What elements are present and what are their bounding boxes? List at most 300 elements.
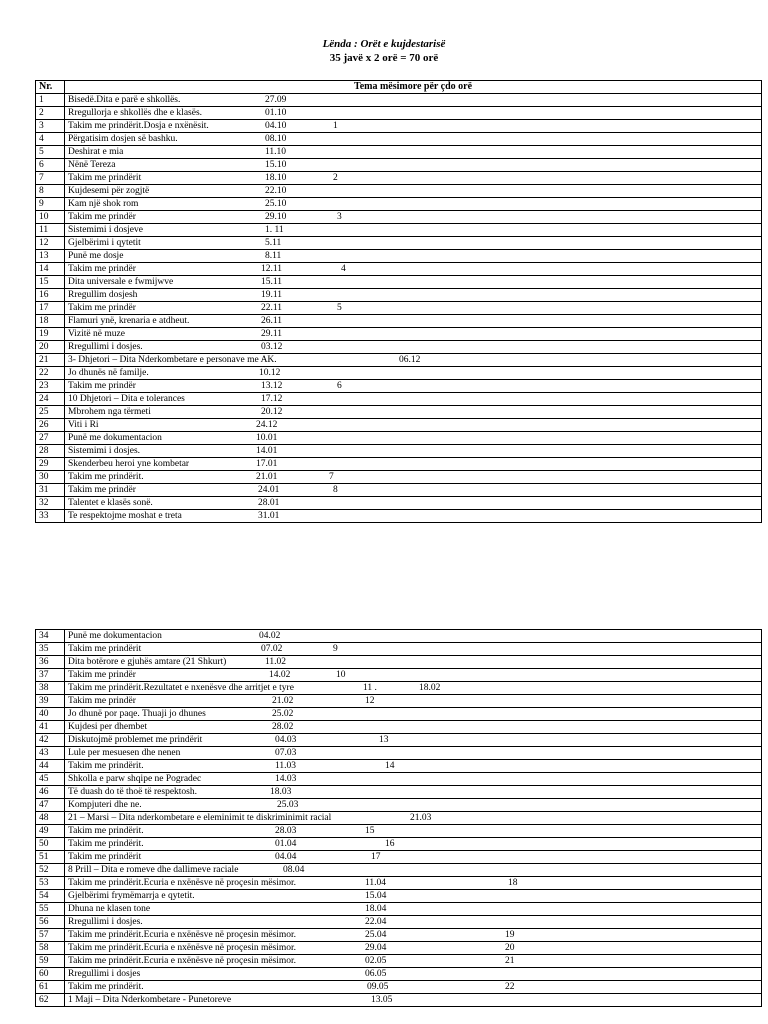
row-topic: Rregullim dosjesh xyxy=(68,290,138,300)
row-content xyxy=(65,94,762,107)
row-hour: 21 xyxy=(505,956,515,966)
schedule-table-part-2 xyxy=(35,629,762,1007)
row-topic: Takim me prindër xyxy=(68,670,136,680)
row-date: 15.10 xyxy=(265,160,287,170)
row-content xyxy=(65,708,762,721)
row-number: 10 xyxy=(36,211,65,224)
row-date: 13.05 xyxy=(371,995,393,1005)
table-row xyxy=(36,224,762,237)
row-date: 19.11 xyxy=(261,290,283,300)
row-number: 38 xyxy=(36,682,65,695)
row-date: 03.12 xyxy=(261,342,283,352)
row-topic: 21 – Marsi – Dita nderkombetare e eleminimit te diskriminimit racial xyxy=(68,813,332,823)
row-hour: 7 xyxy=(329,472,334,482)
row-topic: Skenderbeu heroi yne kombetar xyxy=(68,459,190,469)
row-content xyxy=(65,695,762,708)
row-number: 4 xyxy=(36,133,65,146)
row-content xyxy=(65,890,762,903)
row-date: 24.12 xyxy=(256,420,278,430)
row-content xyxy=(65,812,762,825)
table-row xyxy=(36,185,762,198)
row-number: 34 xyxy=(36,630,65,643)
row-topic: Viti i Ri xyxy=(68,420,99,430)
table-row xyxy=(36,237,762,250)
row-date: 11.03 xyxy=(275,761,297,771)
row-number: 14 xyxy=(36,263,65,276)
row-date: 11.02 xyxy=(265,657,287,667)
row-date: 28.03 xyxy=(275,826,297,836)
row-date: 15.11 xyxy=(261,277,283,287)
row-date: 21.03 xyxy=(410,813,432,823)
row-date: 06.05 xyxy=(365,969,387,979)
table-row xyxy=(36,864,762,877)
row-hour: 15 xyxy=(365,826,375,836)
row-number: 45 xyxy=(36,773,65,786)
table-row xyxy=(36,669,762,682)
row-number: 33 xyxy=(36,510,65,523)
row-date: 09.05 xyxy=(367,982,389,992)
row-number: 39 xyxy=(36,695,65,708)
row-content xyxy=(65,643,762,656)
row-date: 11.04 xyxy=(365,878,387,888)
row-hour: 18 xyxy=(508,878,518,888)
table-row xyxy=(36,406,762,419)
row-number: 62 xyxy=(36,994,65,1007)
row-date: 28.01 xyxy=(258,498,280,508)
row-content xyxy=(65,510,762,523)
row-topic: Takim me prindër xyxy=(68,212,136,222)
table-row xyxy=(36,289,762,302)
row-number: 48 xyxy=(36,812,65,825)
table-row xyxy=(36,133,762,146)
row-number: 20 xyxy=(36,341,65,354)
row-topic: 3- Dhjetori – Dita Nderkombetare e personave me AK. xyxy=(68,355,277,365)
row-number: 5 xyxy=(36,146,65,159)
row-content xyxy=(65,341,762,354)
row-hour: 9 xyxy=(333,644,338,654)
row-topic: Bisedë.Dita e parë e shkollës. xyxy=(68,95,181,105)
schedule-table-part-1 xyxy=(35,80,762,523)
table-row xyxy=(36,695,762,708)
row-content xyxy=(65,669,762,682)
row-topic: Kujdesemi për zogjtë xyxy=(68,186,150,196)
row-content xyxy=(65,471,762,484)
row-date: 18.04 xyxy=(365,904,387,914)
row-date: 17.12 xyxy=(261,394,283,404)
row-number: 25 xyxy=(36,406,65,419)
row-topic: Diskutojmë problemet me prindërit xyxy=(68,735,203,745)
row-date: 26.11 xyxy=(261,316,283,326)
row-date: 06.12 xyxy=(399,355,421,365)
row-date: 18.10 xyxy=(265,173,287,183)
row-content xyxy=(65,929,762,942)
row-content xyxy=(65,237,762,250)
row-topic: Dita universale e fwmijwve xyxy=(68,277,174,287)
row-date: 25.04 xyxy=(365,930,387,940)
row-date: 22.10 xyxy=(265,186,287,196)
row-number: 28 xyxy=(36,445,65,458)
table-row xyxy=(36,276,762,289)
row-content xyxy=(65,211,762,224)
table-row xyxy=(36,656,762,669)
table-row xyxy=(36,955,762,968)
table-row xyxy=(36,341,762,354)
row-number: 42 xyxy=(36,734,65,747)
header-number: Nr. xyxy=(36,81,65,94)
row-number: 18 xyxy=(36,315,65,328)
table-row xyxy=(36,497,762,510)
table-row xyxy=(36,760,762,773)
row-number: 58 xyxy=(36,942,65,955)
row-topic: Takim me prindërit.Ecuria e nxënësve në proçesin mësimor. xyxy=(68,956,297,966)
table-row xyxy=(36,747,762,760)
row-hour: 16 xyxy=(385,839,395,849)
row-date: 13.12 xyxy=(261,381,283,391)
table-row xyxy=(36,510,762,523)
row-date: 18.03 xyxy=(270,787,292,797)
table-row xyxy=(36,851,762,864)
row-date: 29.10 xyxy=(265,212,287,222)
row-content xyxy=(65,981,762,994)
table-row xyxy=(36,981,762,994)
row-number: 7 xyxy=(36,172,65,185)
row-content xyxy=(65,224,762,237)
row-content xyxy=(65,380,762,393)
row-topic: Kam një shok rom xyxy=(68,199,139,209)
row-date: 04.10 xyxy=(265,121,287,131)
table-row xyxy=(36,929,762,942)
row-number: 13 xyxy=(36,250,65,263)
row-content xyxy=(65,656,762,669)
table-row xyxy=(36,799,762,812)
row-number: 60 xyxy=(36,968,65,981)
row-number: 51 xyxy=(36,851,65,864)
row-topic: Takim me prindërit. xyxy=(68,839,144,849)
row-date: 29.04 xyxy=(365,943,387,953)
table-row xyxy=(36,263,762,276)
row-content xyxy=(65,406,762,419)
row-date: 29.11 xyxy=(261,329,283,339)
row-topic: Takim me prindërit.Ecuria e nxënësve në proçesin mësimor. xyxy=(68,930,297,940)
row-content xyxy=(65,786,762,799)
table-row xyxy=(36,354,762,367)
document-subtitle: 35 javë x 2 orë = 70 orë xyxy=(329,52,439,64)
table-row xyxy=(36,146,762,159)
row-number: 59 xyxy=(36,955,65,968)
row-date: 01.10 xyxy=(265,108,287,118)
row-number: 6 xyxy=(36,159,65,172)
row-number: 17 xyxy=(36,302,65,315)
table-row xyxy=(36,786,762,799)
table-row xyxy=(36,484,762,497)
table-row xyxy=(36,328,762,341)
row-hour: 18.02 xyxy=(419,683,441,693)
row-content xyxy=(65,250,762,263)
row-date: 31.01 xyxy=(258,511,280,521)
row-number: 3 xyxy=(36,120,65,133)
row-number: 8 xyxy=(36,185,65,198)
row-content xyxy=(65,630,762,643)
row-number: 47 xyxy=(36,799,65,812)
row-topic: Takim me prindërit. xyxy=(68,472,144,482)
row-content xyxy=(65,419,762,432)
row-date: 14.02 xyxy=(269,670,291,680)
table-row xyxy=(36,890,762,903)
row-hour: 22 xyxy=(505,982,515,992)
row-number: 57 xyxy=(36,929,65,942)
row-topic: Lule per mesuesen dhe nenen xyxy=(68,748,181,758)
row-topic: Flamuri ynë, krenaria e atdheut. xyxy=(68,316,190,326)
row-content xyxy=(65,133,762,146)
row-content xyxy=(65,734,762,747)
table-row xyxy=(36,734,762,747)
row-number: 1 xyxy=(36,94,65,107)
row-hour: 12 xyxy=(365,696,375,706)
row-number: 12 xyxy=(36,237,65,250)
row-number: 44 xyxy=(36,760,65,773)
row-content xyxy=(65,315,762,328)
row-topic: Jo dhunës në familje. xyxy=(68,368,149,378)
table-row xyxy=(36,458,762,471)
row-topic: Te respektojme moshat e treta xyxy=(68,511,182,521)
row-content xyxy=(65,497,762,510)
row-topic: Rregullimi i dosjes xyxy=(68,969,141,979)
table-row xyxy=(36,825,762,838)
row-number: 46 xyxy=(36,786,65,799)
row-topic: Takim me prindërit xyxy=(68,173,142,183)
row-date: 10.01 xyxy=(256,433,278,443)
row-number: 22 xyxy=(36,367,65,380)
row-date: 07.02 xyxy=(261,644,283,654)
row-content xyxy=(65,799,762,812)
row-content xyxy=(65,185,762,198)
table-row xyxy=(36,682,762,695)
row-number: 53 xyxy=(36,877,65,890)
row-topic: Shkolla e parw shqipe ne Pogradec xyxy=(68,774,202,784)
table-row xyxy=(36,773,762,786)
row-content xyxy=(65,955,762,968)
table-row xyxy=(36,393,762,406)
row-date: 5.11 xyxy=(265,238,282,248)
row-number: 31 xyxy=(36,484,65,497)
table-row xyxy=(36,198,762,211)
row-topic: Sistemimi i dosjes. xyxy=(68,446,141,456)
row-hour: 6 xyxy=(337,381,342,391)
row-topic: Takim me prindër xyxy=(68,381,136,391)
row-number: 11 xyxy=(36,224,65,237)
row-topic: Takim me prindër xyxy=(68,696,136,706)
row-topic: Përgatisim dosjen së bashku. xyxy=(68,134,178,144)
row-hour: 19 xyxy=(505,930,515,940)
row-topic: Takim me prindërit.Ecuria e nxënësve në proçesin mësimor. xyxy=(68,878,297,888)
row-topic: Takim me prindërit xyxy=(68,852,142,862)
row-number: 26 xyxy=(36,419,65,432)
row-content xyxy=(65,120,762,133)
header-topic: Tema mësimore për çdo orë xyxy=(65,81,762,94)
row-date: 21.01 xyxy=(256,472,278,482)
row-date: 27.09 xyxy=(265,95,287,105)
row-date: 25.03 xyxy=(277,800,299,810)
row-number: 61 xyxy=(36,981,65,994)
row-topic: Mbrohem nga tërmeti xyxy=(68,407,151,417)
row-date: 17.01 xyxy=(256,459,278,469)
row-number: 35 xyxy=(36,643,65,656)
row-number: 55 xyxy=(36,903,65,916)
row-date: 21.02 xyxy=(272,696,294,706)
table-row xyxy=(36,211,762,224)
table-row xyxy=(36,721,762,734)
row-date: 07.03 xyxy=(275,748,297,758)
table-row xyxy=(36,159,762,172)
row-topic: Gjelbërimi i qytetit xyxy=(68,238,141,248)
row-content xyxy=(65,159,762,172)
row-hour: 5 xyxy=(337,303,342,313)
row-topic: Vizitë në muze xyxy=(68,329,125,339)
row-content xyxy=(65,107,762,120)
row-hour: 14 xyxy=(385,761,395,771)
row-topic: Rregullimi i dosjes. xyxy=(68,917,143,927)
row-number: 19 xyxy=(36,328,65,341)
table-row xyxy=(36,630,762,643)
row-content xyxy=(65,721,762,734)
row-number: 41 xyxy=(36,721,65,734)
row-date: 24.01 xyxy=(258,485,280,495)
row-hour: 1 xyxy=(333,121,338,131)
row-date: 1. 11 xyxy=(265,225,284,235)
row-date: 10.12 xyxy=(259,368,281,378)
row-topic: Takim me prindërit.Rezultatet e nxenësve dhe arritjet e tyre xyxy=(68,683,294,693)
row-topic: Gjelbërimi frymëmarrja e qytetit. xyxy=(68,891,195,901)
row-content xyxy=(65,328,762,341)
row-number: 37 xyxy=(36,669,65,682)
row-number: 43 xyxy=(36,747,65,760)
row-number: 40 xyxy=(36,708,65,721)
row-topic: Takim me prindër xyxy=(68,303,136,313)
row-number: 29 xyxy=(36,458,65,471)
table-row xyxy=(36,120,762,133)
row-number: 16 xyxy=(36,289,65,302)
row-topic: Takim me prindër xyxy=(68,485,136,495)
row-topic: Takim me prindërit. xyxy=(68,982,144,992)
row-date: 22.11 xyxy=(261,303,283,313)
row-number: 36 xyxy=(36,656,65,669)
row-topic: Punë me dosje xyxy=(68,251,124,261)
row-content xyxy=(65,773,762,786)
row-topic: 10 Dhjetori – Dita e tolerances xyxy=(68,394,185,404)
row-date: 14.01 xyxy=(256,446,278,456)
row-topic: Kompjuteri dhe ne. xyxy=(68,800,142,810)
row-date: 20.12 xyxy=(261,407,283,417)
table-row xyxy=(36,968,762,981)
row-topic: Takim me prindërit. xyxy=(68,826,144,836)
row-number: 56 xyxy=(36,916,65,929)
row-topic: Deshirat e mia xyxy=(68,147,124,157)
row-number: 27 xyxy=(36,432,65,445)
row-number: 30 xyxy=(36,471,65,484)
row-topic: Të duash do të thoë të respektosh. xyxy=(68,787,198,797)
table-row xyxy=(36,877,762,890)
row-number: 2 xyxy=(36,107,65,120)
row-content xyxy=(65,864,762,877)
row-date: 04.02 xyxy=(259,631,281,641)
row-hour: 13 xyxy=(379,735,389,745)
row-content xyxy=(65,994,762,1007)
row-topic: Kujdesi per dhembet xyxy=(68,722,148,732)
row-topic: Takim me prindërit.Ecuria e nxënësve në proçesin mësimor. xyxy=(68,943,297,953)
row-date: 25.02 xyxy=(272,709,294,719)
row-content xyxy=(65,484,762,497)
row-topic: Punë me dokumentacion xyxy=(68,631,162,641)
row-content xyxy=(65,877,762,890)
table-row xyxy=(36,107,762,120)
table-row xyxy=(36,942,762,955)
row-content xyxy=(65,458,762,471)
row-topic: Dhuna ne klasen tone xyxy=(68,904,151,914)
row-content xyxy=(65,903,762,916)
row-topic: Punë me dokumentacion xyxy=(68,433,162,443)
row-date: 25.10 xyxy=(265,199,287,209)
row-date: 28.02 xyxy=(272,722,294,732)
row-topic: Talentet e klasës sonë. xyxy=(68,498,153,508)
row-date: 15.04 xyxy=(365,891,387,901)
table-row xyxy=(36,302,762,315)
row-number: 54 xyxy=(36,890,65,903)
row-topic: Rregullimi i dosjes. xyxy=(68,342,143,352)
row-date: 08.04 xyxy=(283,865,305,875)
table-row xyxy=(36,916,762,929)
row-topic: 8 Prill – Dita e romeve dhe dallimeve raciale xyxy=(68,865,239,875)
row-content xyxy=(65,367,762,380)
row-number: 50 xyxy=(36,838,65,851)
row-content xyxy=(65,968,762,981)
row-number: 52 xyxy=(36,864,65,877)
row-topic: Takim me prindërit. xyxy=(68,761,144,771)
row-content xyxy=(65,942,762,955)
table-row xyxy=(36,903,762,916)
row-hour: 17 xyxy=(371,852,381,862)
row-topic: Takim me prindërit xyxy=(68,644,142,654)
row-hour: 8 xyxy=(333,485,338,495)
document-title: Lënda : Orët e kujdestarisë xyxy=(322,38,446,50)
table-row xyxy=(36,432,762,445)
row-content xyxy=(65,172,762,185)
row-number: 9 xyxy=(36,198,65,211)
row-number: 21 xyxy=(36,354,65,367)
row-topic: Jo dhunë por paqe. Thuaji jo dhunes xyxy=(68,709,206,719)
row-content xyxy=(65,747,762,760)
row-content xyxy=(65,198,762,211)
row-content xyxy=(65,263,762,276)
row-number: 24 xyxy=(36,393,65,406)
row-content xyxy=(65,393,762,406)
row-number: 15 xyxy=(36,276,65,289)
table-row xyxy=(36,94,762,107)
row-date: 02.05 xyxy=(365,956,387,966)
row-topic: Sistemimi i dosjeve xyxy=(68,225,143,235)
row-topic: Rregullorja e shkollës dhe e klasës. xyxy=(68,108,203,118)
row-content xyxy=(65,276,762,289)
table-row xyxy=(36,419,762,432)
row-number: 49 xyxy=(36,825,65,838)
row-topic: Nënë Tereza xyxy=(68,160,116,170)
row-topic: Takim me prindërit.Dosja e nxënësit. xyxy=(68,121,209,131)
table-row xyxy=(36,643,762,656)
row-content xyxy=(65,682,762,695)
row-content xyxy=(65,432,762,445)
table-row xyxy=(36,812,762,825)
row-content xyxy=(65,838,762,851)
table-header-row xyxy=(36,81,762,94)
